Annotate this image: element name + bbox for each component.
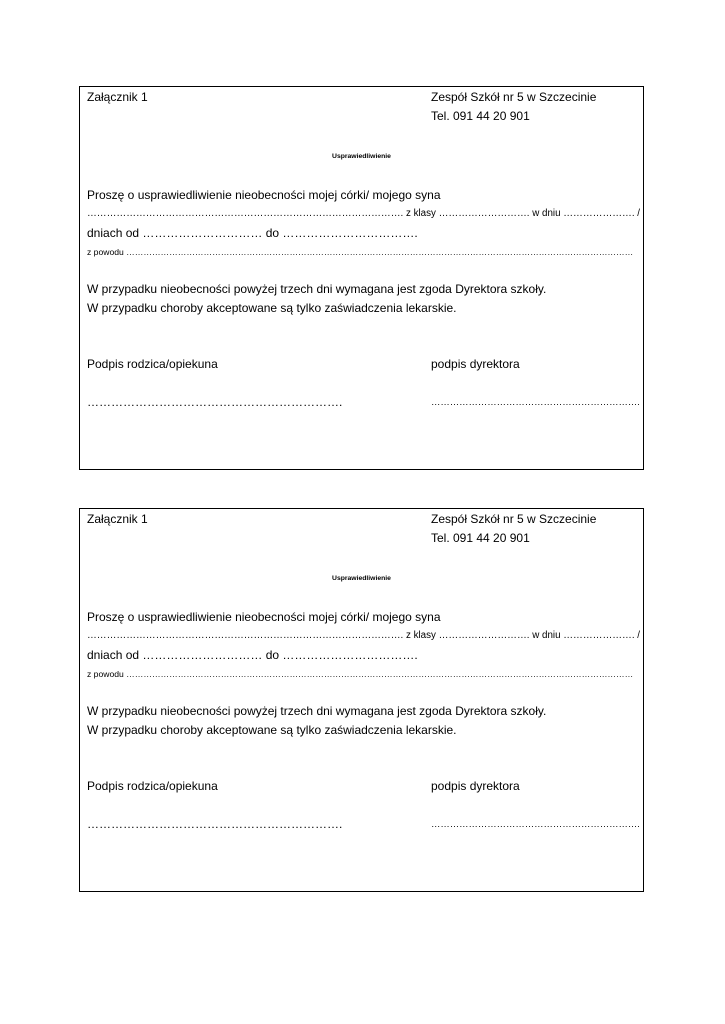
director-signature-label: podpis dyrektora <box>431 779 520 793</box>
director-signature-line: …………………………………………………………. <box>431 396 640 407</box>
student-class-date-line: ……………………………………………………………………………………. z klasy ………………………. w dniu …………………. / <box>87 208 641 219</box>
reason-line: z powodu …………………………………………………………………………………………………………………………………………………………… <box>87 247 634 257</box>
form-title: Usprawiedliwienie <box>332 153 391 160</box>
attachment-label: Załącznik 1 <box>87 512 148 526</box>
director-signature-line: …………………………………………………………. <box>431 818 640 829</box>
date-range-line: dniach od ………………………… do ……………………………. <box>87 226 418 240</box>
notice-consent: W przypadku nieobecności powyżej trzech dni wymagana jest zgoda Dyrektora szkoły. <box>87 282 547 296</box>
school-phone: Tel. 091 44 20 901 <box>431 109 530 123</box>
parent-signature-line: ………………………………………………………. <box>87 817 343 831</box>
notice-consent: W przypadku nieobecności powyżej trzech dni wymagana jest zgoda Dyrektora szkoły. <box>87 704 547 718</box>
excuse-form <box>79 86 644 470</box>
request-text: Proszę o usprawiedliwienie nieobecności mojej córki/ mojego syna <box>87 188 441 202</box>
parent-signature-label: Podpis rodzica/opiekuna <box>87 357 218 371</box>
date-range-line: dniach od ………………………… do ……………………………. <box>87 648 418 662</box>
attachment-label: Załącznik 1 <box>87 90 148 104</box>
notice-medical: W przypadku choroby akceptowane są tylko zaświadczenia lekarskie. <box>87 301 457 315</box>
form-title: Usprawiedliwienie <box>332 575 391 582</box>
school-name: Zespół Szkół nr 5 w Szczecinie <box>431 90 597 104</box>
notice-medical: W przypadku choroby akceptowane są tylko zaświadczenia lekarskie. <box>87 723 457 737</box>
parent-signature-line: ………………………………………………………. <box>87 395 343 409</box>
school-phone: Tel. 091 44 20 901 <box>431 531 530 545</box>
reason-line: z powodu …………………………………………………………………………………………………………………………………………………………… <box>87 669 634 679</box>
director-signature-label: podpis dyrektora <box>431 357 520 371</box>
request-text: Proszę o usprawiedliwienie nieobecności mojej córki/ mojego syna <box>87 610 441 624</box>
student-class-date-line: ……………………………………………………………………………………. z klasy ………………………. w dniu …………………. / <box>87 630 641 641</box>
excuse-form <box>79 508 644 892</box>
school-name: Zespół Szkół nr 5 w Szczecinie <box>431 512 597 526</box>
parent-signature-label: Podpis rodzica/opiekuna <box>87 779 218 793</box>
